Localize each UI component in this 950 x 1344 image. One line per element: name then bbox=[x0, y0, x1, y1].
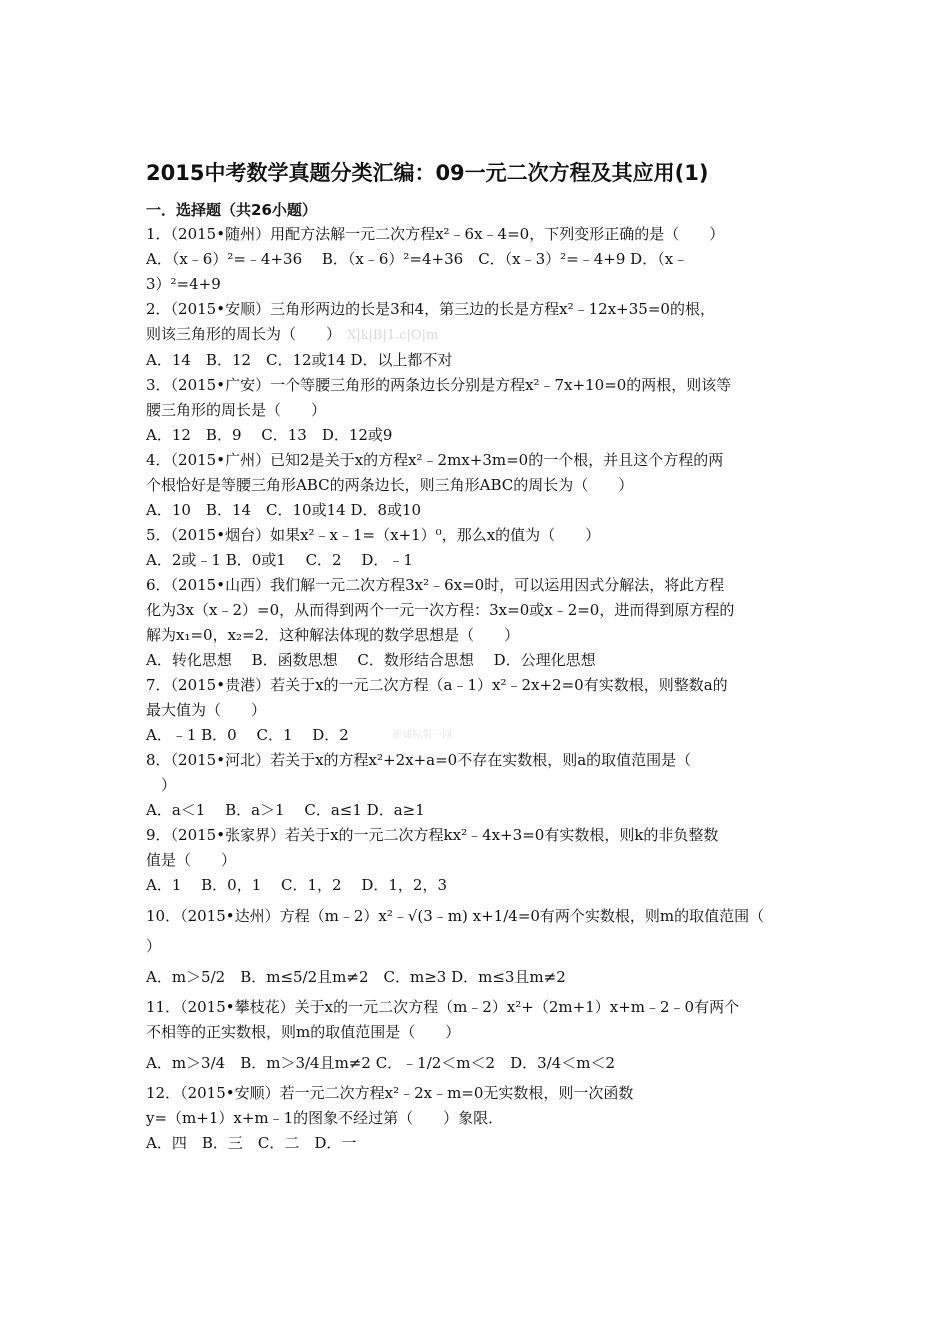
question-10-stem-line-2: ） bbox=[146, 937, 162, 955]
question-8-stem-line-2: ） bbox=[146, 776, 177, 794]
question-8-options: A．a＜1 B．a＞1 C．a≤1 D．a≥1 bbox=[146, 801, 425, 819]
document-title: 2015中考数学真题分类汇编：09一元二次方程及其应用(1) bbox=[146, 161, 709, 185]
question-11-options: A．m＞3/4 B．m＞3/4且m≠2 C．﹣1/2＜m＜2 D．3/4＜m＜2 bbox=[146, 1054, 616, 1072]
question-2-stem-line-1: 2．（2015•安顺）三角形两边的长是3和4，第三边的长是方程x²﹣12x+35=0的根， bbox=[146, 300, 715, 318]
question-4-stem-line-2: 个根恰好是等腰三角形ABC的两条边长，则三角形ABC的周长为（ ） bbox=[146, 476, 634, 494]
question-6-options: A．转化思想 B．函数思想 C．数形结合思想 D．公理化思想 bbox=[146, 651, 596, 669]
section-heading: 一．选择题（共26小题） bbox=[146, 201, 317, 219]
question-10-stem-line-1: 10．（2015•达州）方程（m﹣2）x²﹣√(3﹣m) x+1/4=0有两个实数根，则m的取值范围（ bbox=[146, 907, 765, 925]
question-9-stem-line-2: 值是（ ） bbox=[146, 851, 237, 869]
question-2-options: A．14 B．12 C．12或14 D．以上都不对 bbox=[146, 351, 453, 369]
question-11-stem-line-2: 不相等的正实数根，则m的取值范围是（ ） bbox=[146, 1023, 461, 1041]
question-4-stem-line-1: 4．（2015•广州）已知2是关于x的方程x²﹣2mx+3m=0的一个根，并且这个方程的两 bbox=[146, 451, 724, 469]
question-3-options: A．12 B．9 C．13 D．12或9 bbox=[146, 426, 393, 444]
question-7-options: A．﹣1 B．0 C．1 D．2 bbox=[146, 726, 349, 744]
question-3-stem-line-2: 腰三角形的周长是（ ） bbox=[146, 401, 327, 419]
document-page bbox=[146, 158, 806, 1156]
question-8-stem-line-1: 8．（2015•河北）若关于x的方程x²+2x+a=0不存在实数根，则a的取值范围是（ bbox=[146, 751, 692, 769]
question-2-stem-line-2-text: 则该三角形的周长为（ ） bbox=[146, 325, 342, 343]
question-4-options: A．10 B．14 C．10或14 D．8或10 bbox=[146, 501, 422, 519]
watermark-text: X|k|B|1.c|O|m bbox=[347, 328, 439, 343]
question-7-stem-line-1: 7．（2015•贵港）若关于x的一元二次方程（a﹣1）x²﹣2x+2=0有实数根，则整数a的 bbox=[146, 676, 728, 694]
question-6-stem-line-3: 解为x₁=0，x₂=2．这种解法体现的数学思想是（ ） bbox=[146, 626, 520, 644]
question-3-stem-line-1: 3．（2015•广安）一个等腰三角形的两条边长分别是方程x²﹣7x+10=0的两根，则该等 bbox=[146, 376, 732, 394]
question-9-options: A．1 B．0，1 C．1，2 D．1，2，3 bbox=[146, 876, 448, 894]
question-10-options: A．m＞5/2 B．m≤5/2且m≠2 C．m≥3 D．m≤3且m≠2 bbox=[146, 968, 566, 986]
question-5-options: A．2或﹣1 B．0或1 C．2 D．﹣1 bbox=[146, 551, 413, 569]
question-11-stem-line-1: 11．（2015•攀枝花）关于x的一元二次方程（m﹣2）x²+（2m+1）x+m﹣2﹣0有两个 bbox=[146, 998, 740, 1016]
question-1-options-line-2: 3）²=4+9 bbox=[146, 275, 221, 293]
question-6-stem-line-1: 6．（2015•山西）我们解一元二次方程3x²﹣6x=0时，可以运用因式分解法，将此方程 bbox=[146, 576, 725, 594]
question-1-options-line-1: A．（x﹣6）²=﹣4+36 B．（x﹣6）²=4+36 C．（x﹣3）²=﹣4+9 D．（x﹣ bbox=[146, 250, 689, 268]
watermark-text-2: 新课标第一网 bbox=[392, 730, 452, 741]
question-12-options: A．四 B．三 C．二 D．一 bbox=[146, 1134, 357, 1152]
question-12-stem-line-2: y=（m+1）x+m﹣1的图象不经过第（ ）象限． bbox=[146, 1109, 504, 1127]
question-12-stem-line-1: 12．（2015•安顺）若一元二次方程x²﹣2x﹣m=0无实数根，则一次函数 bbox=[146, 1084, 634, 1102]
question-1-stem-line-1: 1．（2015•随州）用配方法解一元二次方程x²﹣6x﹣4=0，下列变形正确的是（ ） bbox=[146, 225, 725, 243]
question-5-stem-line-1: 5．（2015•烟台）如果x²﹣x﹣1=（x+1）⁰，那么x的值为（ ） bbox=[146, 526, 601, 544]
question-9-stem-line-1: 9．（2015•张家界）若关于x的一元二次方程kx²﹣4x+3=0有实数根，则k的非负整数 bbox=[146, 826, 719, 844]
question-7-stem-line-2: 最大值为（ ） bbox=[146, 701, 267, 719]
question-2-stem-line-2 bbox=[146, 322, 806, 348]
question-6-stem-line-2: 化为3x（x﹣2）=0，从而得到两个一元一次方程：3x=0或x﹣2=0，进而得到原方程的 bbox=[146, 601, 735, 619]
